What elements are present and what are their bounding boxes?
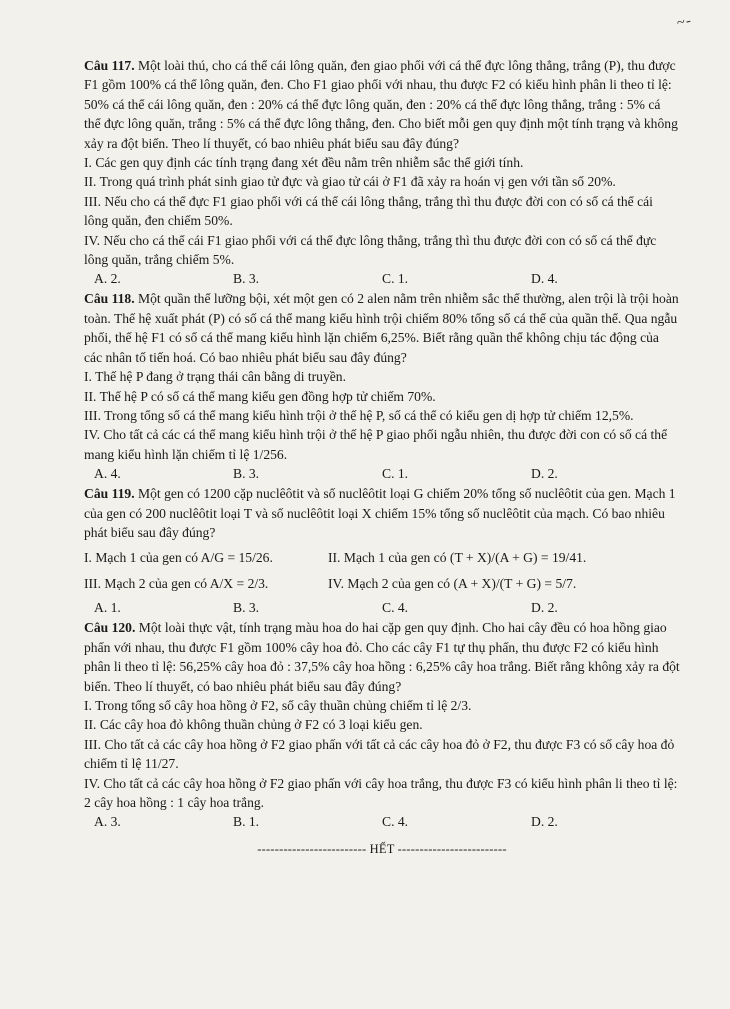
question-117 bbox=[84, 56, 680, 153]
statement: I. Thế hệ P đang ở trạng thái cân bằng di truyền. bbox=[84, 369, 346, 385]
answer-options bbox=[84, 269, 680, 289]
option-b: B. 3. bbox=[233, 271, 260, 287]
statement-row bbox=[84, 574, 680, 594]
question-119 bbox=[84, 484, 680, 542]
option-d: D. 2. bbox=[531, 600, 558, 616]
option-d: D. 2. bbox=[531, 814, 558, 830]
statement: III. Cho tất cả các cây hoa hồng ở F2 giao phấn với tất cả các cây hoa đỏ ở F2, thu được F3 có số cây hoa đỏ chiếm tỉ lệ 11/27. bbox=[84, 736, 675, 772]
pen-scribble: ~- bbox=[675, 12, 694, 32]
question-text: Một quần thể lưỡng bội, xét một gen có 2 alen nằm trên nhiễm sắc thể thường, alen trội là trội hoàn toàn. Thế hệ xuất phát (P) có số cá thể mang kiểu hình trội chiếm 80% tổng số cá thể của quần thể. Qua ngẫu phối, thế hệ F1 có số cá thể mang kiểu hình lặn chiếm 6,25%. Biết rằng quần thể không chịu tác động của các nhân tố tiến hoá. Có bao nhiêu phát biểu sau đây đúng? bbox=[84, 291, 679, 365]
option-d: D. 4. bbox=[531, 271, 558, 287]
statement: IV. Cho tất cả các cá thể mang kiểu hình trội ở thế hệ P giao phối ngẫu nhiên, thu được đời con có số cá thể mang kiểu hình lặn chiếm tỉ lệ 1/256. bbox=[84, 427, 668, 462]
exam-content bbox=[84, 56, 680, 860]
statement: I. Trong tổng số cây hoa hồng ở F2, số cây thuần chủng chiếm tỉ lệ 2/3. bbox=[84, 697, 472, 713]
question-text: Một loài thực vật, tính trạng màu hoa do hai cặp gen quy định. Cho hai cây đều có hoa hồng giao phấn với nhau, thu được F1 gồm 100% cây hoa đỏ. Cho các cây F1 tự thụ phấn, thu được F2 có kiểu hình phân li theo tỉ lệ: 56,25% cây hoa đỏ : 37,5% cây hoa hồng : 6,25% cây hoa trắng. Biết rằng không xảy ra đột biến. Theo lí thuyết, có bao nhiêu phát biểu sau đây đúng? bbox=[84, 620, 680, 694]
question-label: Câu 117. bbox=[84, 58, 135, 73]
option-d: D. 2. bbox=[531, 466, 558, 482]
option-a: A. 3. bbox=[94, 814, 121, 830]
statement: III. Mạch 2 của gen có A/X = 2/3. bbox=[84, 576, 269, 592]
statement: II. Mạch 1 của gen có (T + X)/(A + G) = 19/41. bbox=[328, 550, 587, 566]
statement: IV. Cho tất cả các cây hoa hồng ở F2 giao phấn với cây hoa trắng, thu được F3 có kiểu hình phân li theo tỉ lệ: 2 cây hoa hồng : 1 cây hoa trắng. bbox=[84, 775, 678, 810]
question-118 bbox=[84, 289, 680, 367]
option-a: A. 1. bbox=[94, 600, 121, 616]
answer-options bbox=[84, 598, 680, 618]
statement: II. Thế hệ P có số cá thể mang kiểu gen đồng hợp tử chiếm 70%. bbox=[84, 388, 436, 404]
option-b: B. 3. bbox=[233, 466, 260, 482]
question-text: Một gen có 1200 cặp nuclêôtit và số nuclêôtit loại G chiếm 20% tổng số nuclêôtit của gen. Mạch 1 của gen có 200 nuclêôtit loại T và số nuclêôtit loại X chiếm 15% tổng số nuclêôtit của mạch. Có bao nhiêu phát biểu sau đây đúng? bbox=[84, 486, 676, 540]
statement: II. Trong quá trình phát sinh giao tử đực và giao tử cái ở F1 đã xảy ra hoán vị gen với tần số 20%. bbox=[84, 174, 616, 190]
end-marker: ------------------------- HẾT ------------------------- bbox=[257, 842, 507, 857]
question-label: Câu 118. bbox=[84, 291, 135, 307]
option-c: C. 4. bbox=[382, 600, 409, 616]
option-b: B. 3. bbox=[233, 600, 260, 616]
statement-row bbox=[84, 548, 680, 568]
option-a: A. 2. bbox=[94, 271, 121, 287]
option-b: B. 1. bbox=[233, 814, 260, 830]
question-label: Câu 119. bbox=[84, 486, 135, 502]
answer-options bbox=[84, 812, 680, 832]
option-c: C. 4. bbox=[382, 814, 409, 830]
question-120 bbox=[84, 618, 680, 696]
statement: III. Nếu cho cá thể đực F1 giao phối với cá thể cái lông thẳng, trắng thì thu được đời con có số cá thể cái lông quăn, đen chiếm 50%. bbox=[84, 193, 653, 229]
statement: IV. Mạch 2 của gen có (A + X)/(T + G) = 5/7. bbox=[328, 576, 577, 592]
option-a: A. 4. bbox=[94, 466, 121, 482]
statement: I. Mạch 1 của gen có A/G = 15/26. bbox=[84, 550, 273, 566]
statement: II. Các cây hoa đỏ không thuần chủng ở F2 có 3 loại kiểu gen. bbox=[84, 717, 423, 733]
statement: IV. Nếu cho cá thể cái F1 giao phối với cá thể đực lông thẳng, trắng thì thu được đời con có số cá thể đực lông quăn, trắng chiếm 5%. bbox=[84, 232, 657, 268]
statement: III. Trong tổng số cá thể mang kiểu hình trội ở thế hệ P, số cá thể có kiểu gen dị hợp tử chiếm 12,5%. bbox=[84, 407, 634, 423]
option-c: C. 1. bbox=[382, 466, 409, 482]
statement: I. Các gen quy định các tính trạng đang xét đều nằm trên nhiễm sắc thể giới tính. bbox=[84, 155, 524, 171]
question-text: Một loài thú, cho cá thể cái lông quăn, đen giao phối với cá thể đực lông thẳng, trắng (P), thu được F1 gồm 100% cá thể lông quăn, đen. Cho F1 giao phối với nhau, thu được F2 có kiểu hình phân li theo tỉ lệ: 50% cá thể cái lông quăn, đen : 20% cá thể đực lông quăn, đen : 20% cá thể đực lông thẳng, trắng : 5% cá thể đực lông quăn, trắng : 5% cá thể đực lông thẳng, đen. Cho biết mỗi gen quy định một tính trạng và không xảy ra đột biến. Theo lí thuyết, có bao nhiêu phát biểu sau đây đúng? bbox=[84, 58, 678, 151]
answer-options bbox=[84, 464, 680, 484]
option-c: C. 1. bbox=[382, 271, 409, 287]
question-label: Câu 120. bbox=[84, 620, 136, 636]
